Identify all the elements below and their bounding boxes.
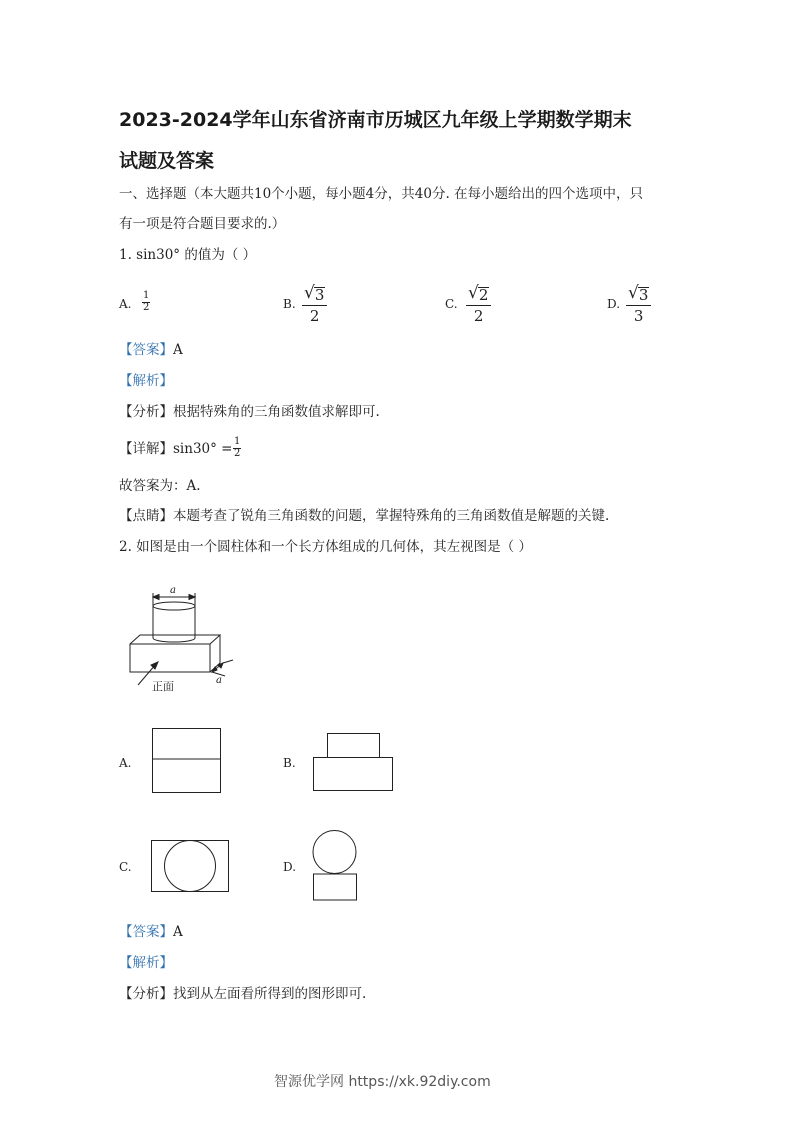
section-heading-line-2: 有一项是符合题目要求的.） (119, 216, 286, 232)
q2-fenxi-tag: 【分析】 (119, 986, 173, 1002)
q1-stem: 1. sin30° 的值为（ ） (119, 247, 257, 263)
q1-comment (119, 510, 609, 524)
q2-solid-figure (120, 582, 250, 692)
q1-detail (119, 443, 232, 457)
q2-stem: 2. 如图是由一个圆柱体和一个长方体组成的几何体，其左视图是（ ） (119, 539, 532, 555)
q1-detail-numerator: 1 (234, 436, 241, 447)
dim-side-label: a (216, 675, 222, 686)
q2-option-d-letter: D. (283, 860, 297, 874)
footer-watermark: 智源优学网 https://xk.92diy.com (274, 1074, 491, 1090)
q1-fenxi-text: 根据特殊角的三角函数值求解即可. (173, 404, 380, 420)
q1-option-d-fraction (626, 284, 651, 325)
q2-answer-value: A (173, 924, 183, 940)
q1-option-b-radicand: 3 (314, 286, 325, 304)
q1-option-d-radicand: 3 (638, 286, 649, 304)
q1-detail-tag: 【详解】 (119, 441, 173, 457)
q2-fenxi (119, 988, 366, 1002)
q2-option-b-letter: B. (283, 756, 296, 770)
q2-option-a-figure (152, 728, 222, 794)
q1-detail-text: sin30° = (173, 441, 233, 457)
q1-option-d-denominator: 3 (633, 306, 644, 325)
arrow-left-icon (153, 595, 159, 600)
q2-option-b-figure (313, 733, 395, 793)
q1-option-a-denominator: 2 (143, 301, 150, 313)
q1-conclusion: 故答案为：A. (119, 478, 201, 494)
q1-option-d-letter: D. (607, 297, 621, 311)
q1-option-b-letter: B. (283, 297, 296, 311)
q1-option-b-denominator: 2 (309, 306, 320, 325)
page-title-line-2: 试题及答案 (119, 150, 215, 172)
q2-option-d-figure (312, 830, 360, 904)
q1-option-c-denominator: 2 (473, 306, 484, 325)
front-label: 正面 (152, 680, 174, 693)
section-heading-line-1: 一、选择题（本大题共10个小题，每小题4分，共40分. 在每小题给出的四个选项中，只 (119, 186, 644, 202)
q1-comment-tag: 【点睛】 (119, 508, 173, 524)
q1-option-c-fraction (466, 284, 491, 325)
box-top (130, 635, 220, 644)
q2-option-c-figure (151, 840, 231, 894)
radical-sign-icon: √ (468, 283, 479, 303)
q2-option-c-letter: C. (119, 860, 132, 874)
q1-detail-denominator: 2 (234, 447, 241, 459)
q1-option-b-sqrt (304, 285, 325, 304)
q1-option-c-letter: C. (445, 297, 458, 311)
q1-answer-tag: 【答案】 (119, 342, 173, 358)
q1-answer (119, 344, 183, 358)
q1-option-c-radicand: 2 (478, 286, 489, 304)
radical-sign-icon: √ (628, 283, 639, 303)
q1-comment-text: 本题考查了锐角三角函数的问题，掌握特殊角的三角函数值是解题的关键. (173, 508, 610, 524)
arrow-right-icon (189, 595, 195, 600)
dim-top-label: a (170, 585, 176, 596)
q1-detail-fraction (233, 437, 241, 459)
q2-answer (119, 926, 183, 940)
radical-sign-icon: √ (304, 283, 315, 303)
box-front (130, 644, 210, 672)
q1-fenxi-tag: 【分析】 (119, 404, 173, 420)
q2-answer-tag: 【答案】 (119, 924, 173, 940)
q1-option-c-sqrt (468, 285, 489, 304)
q2-fenxi-text: 找到从左面看所得到的图形即可. (173, 986, 367, 1002)
q1-answer-value: A (173, 342, 183, 358)
page-title-line-1: 2023-2024学年山东省济南市历城区九年级上学期数学期末 (119, 109, 632, 131)
q1-option-d-sqrt (628, 285, 649, 304)
q1-option-a-fraction (142, 291, 150, 313)
q1-option-a-numerator: 1 (143, 290, 150, 301)
dim-side-tick (223, 660, 233, 663)
q1-fenxi (119, 406, 380, 420)
q1-option-a-letter: A. (119, 297, 132, 311)
q1-option-b-fraction (302, 284, 327, 325)
q2-analysis-tag: 【解析】 (119, 955, 173, 971)
cylinder-top (153, 602, 195, 610)
cylinder-bottom (153, 638, 195, 642)
q2-option-a-letter: A. (119, 756, 132, 770)
q1-analysis-tag: 【解析】 (119, 373, 173, 389)
